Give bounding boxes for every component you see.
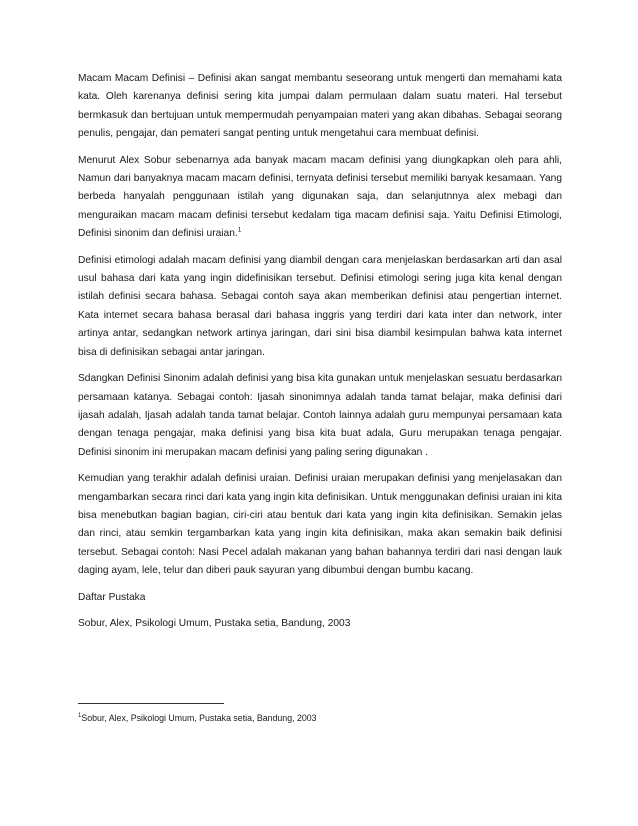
paragraph-text: Definisi etimologi adalah macam definisi yang diambil dengan cara menjelaskan berdasarkan arti dan asal usul bahasa dari kata yang ingin didefinisikan tersebut. Definisi etimologi sering juga kita kenal dengan istilah definisi secara bahasa. Sebagai contoh saya akan memberikan definisi atau pengertian internet. Kata internet secara bahasa berasal dari bahasa inggris yang terdiri dari kata inter dan network, inter artinya antar, sedangkan network artinya jaringan, dari sini bisa diambil kesimpulan bahwa kata internet bisa di definisikan sebagai antar jaringan. (78, 254, 562, 358)
paragraph-intro (78, 70, 562, 144)
footnote (78, 712, 562, 725)
paragraph-etimologi (78, 252, 562, 362)
footnote-text: Sobur, Alex, Psikologi Umum, Pustaka setia, Bandung, 2003 (81, 713, 317, 723)
paragraph-text: Menurut Alex Sobur sebenarnya ada banyak macam macam definisi yang diungkapkan oleh para ahli, Namun dari banyaknya macam macam definisi, ternyata definisi tersebut memiliki banyak kesamaan. Yang berbeda hanyalah penggunaan istilah yang digunakan saja, dan selanjutnnya alex mebagi dan menguraikan macam macam definisi tersebut kedalam tiga macam definisi saja. Yaitu Definisi Etimologi, Definisi sinonim dan definisi uraian. (78, 154, 562, 240)
footnote-marker: 1 (78, 713, 82, 720)
footnote-divider (78, 703, 224, 704)
paragraph-text: Sdangkan Definisi Sinonim adalah definisi yang bisa kita gunakan untuk menjelaskan sesuatu berdasarkan persamaan katanya. Sebagai contoh: Ijasah sinonimnya adalah tanda tamat belajar, maka definisi dari ijasah adalah, Ijasah adalah tanda tamat belajar. Contoh lainnya adalah guru mempunyai persamaan kata dengan tenaga pengajar, maka definisi yang bisa kita buat adala, Guru merupakan tenaga pengajar. Definisi sinonim ini merupakan macam definisi yang paling sering digunakan . (78, 373, 562, 458)
paragraph-alex-sobur (78, 152, 562, 244)
paragraph-text: Kemudian yang terakhir adalah definisi uraian. Definisi uraian merupakan definisi yang menjelasakan dan mengambarkan secara rinci dari kata yang ingin kita definisikan. Untuk menggunakan definisi uraian ini kita bisa menebutkan bagian bagian, ciri-ciri atau bentuk dari kata yang ingin kita definisikan. Semakin jelas dan rinci, atau semkin tergambarkan kata yang ingin kita definisikan, maka akan semakin baik definisi tersebut. Sebagai contoh: Nasi Pecel adalah makanan yang bahan bahannya terdiri dari nasi dengan lauk daging ayam, lele, telur dan diberi pauk sayuran yang dibumbui dengan bumbu kacang. (78, 473, 562, 577)
paragraph-uraian (78, 470, 562, 580)
footnote-reference[interactable]: 1 (237, 226, 242, 234)
bibliography-entry: Sobur, Alex, Psikologi Umum, Pustaka setia, Bandung, 2003 (78, 617, 351, 629)
paragraph-sinonim (78, 370, 562, 462)
bibliography-heading: Daftar Pustaka (78, 591, 146, 603)
document-body (78, 70, 562, 633)
paragraph-text: Macam Macam Definisi – Definisi akan sangat membantu seseorang untuk mengerti dan memahami kata kata. Oleh karenanya definisi sering kita jumpai dalam permulaan dalam suatu materi. Hal tersebut bermkasuk dan bertujuan untuk mempermudah penyampaian materi yang akan dibahas. Sebagai seorang penulis, pengajar, dan pemateri sangat penting untuk mengetahui cara membuat definisi. (78, 73, 562, 140)
